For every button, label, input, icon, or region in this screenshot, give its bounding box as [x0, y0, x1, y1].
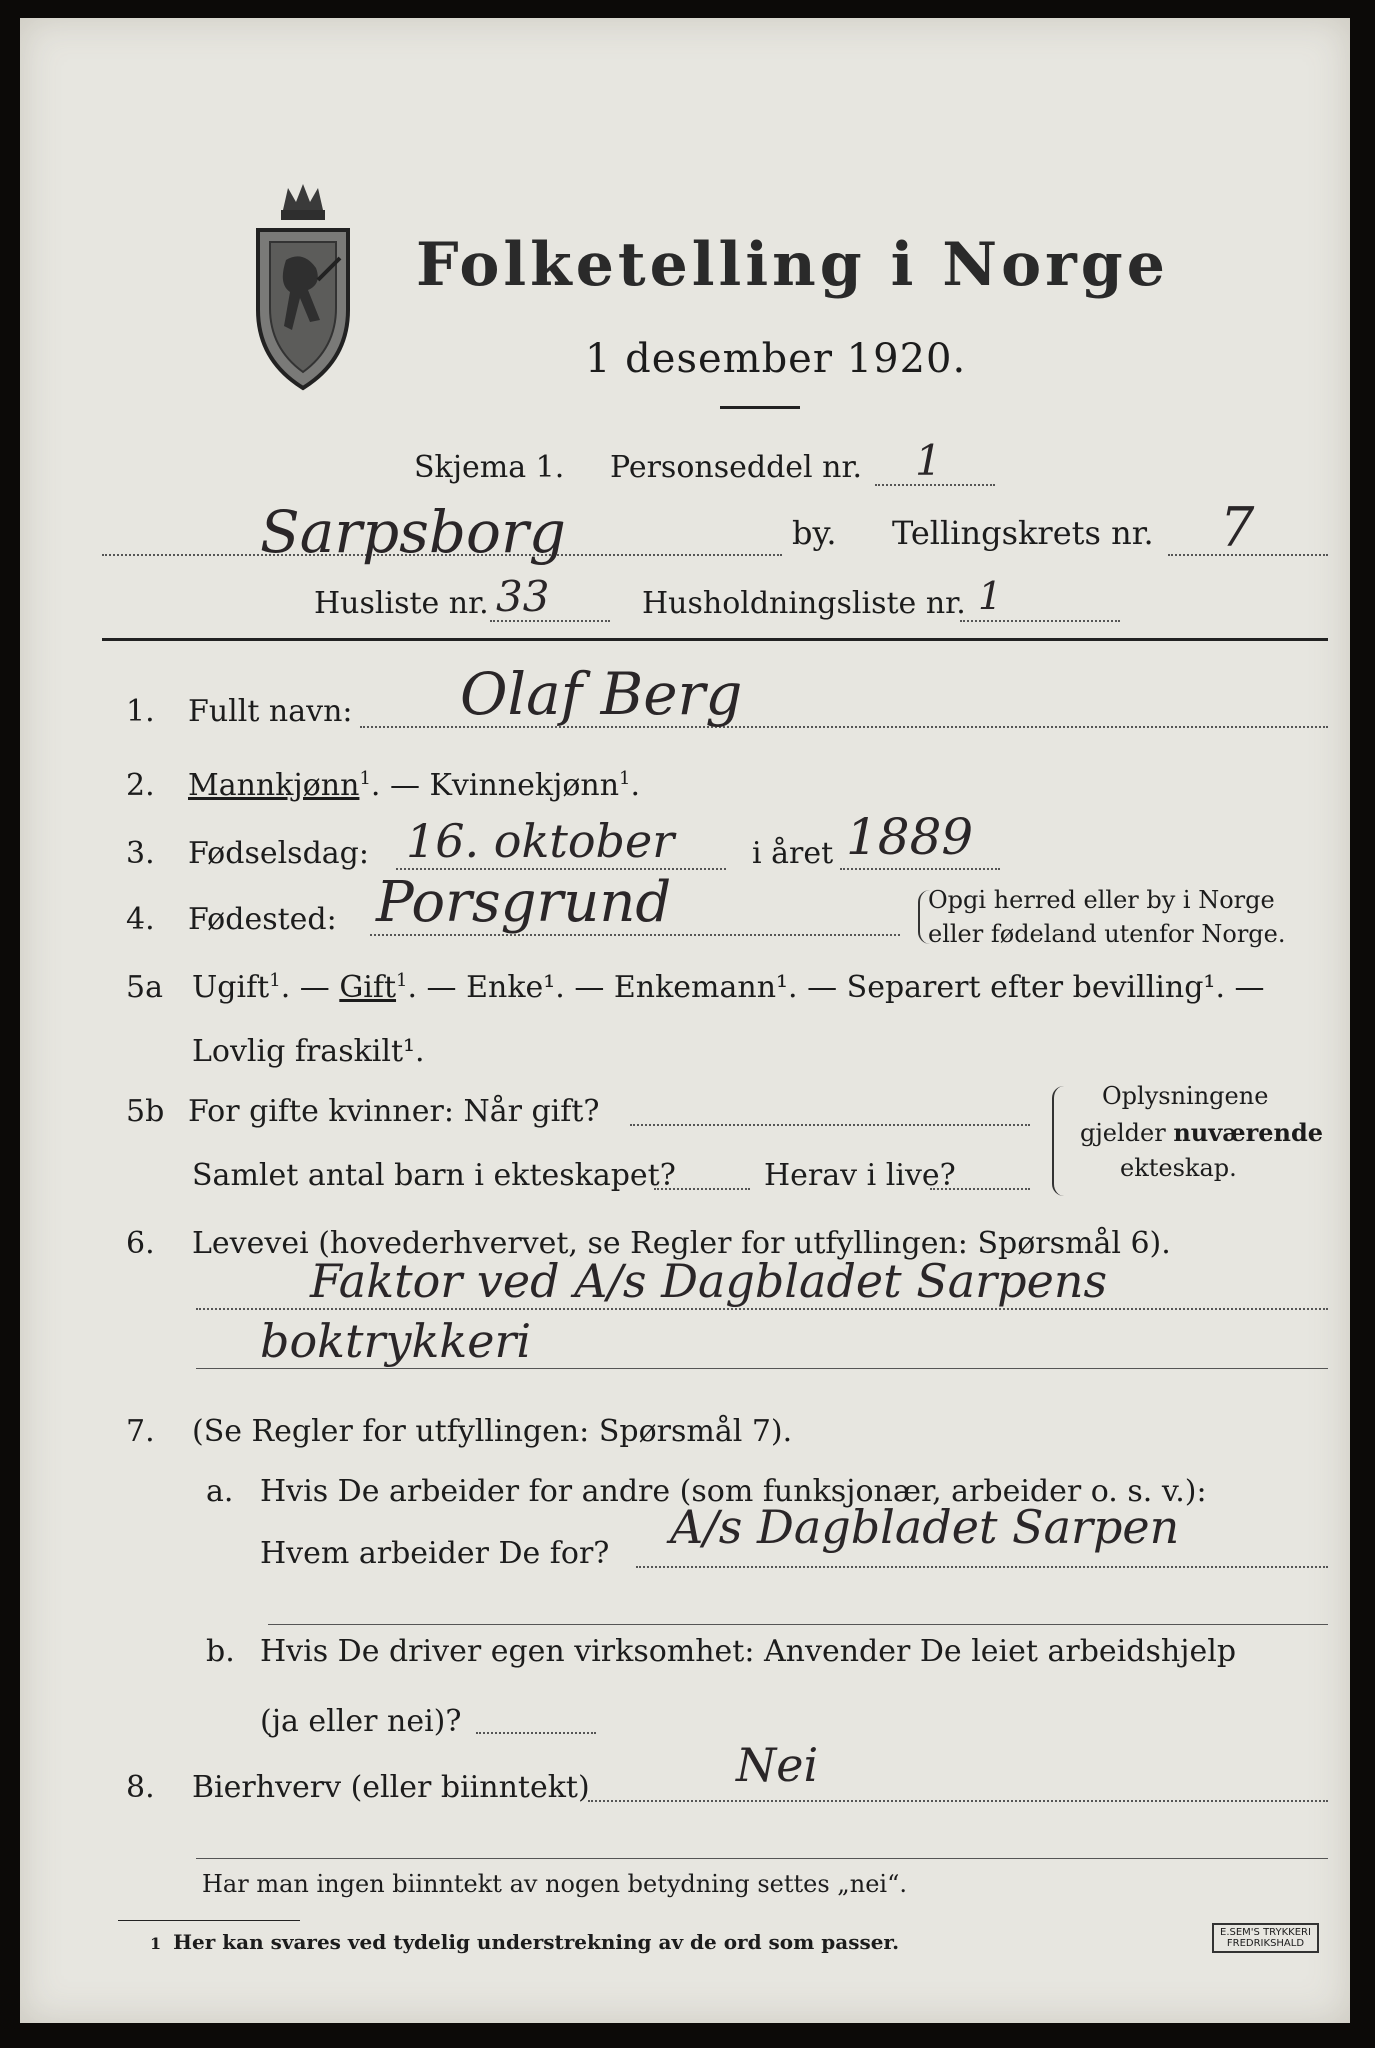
q7a-label-1: Hvis De arbeider for andre (som funksjonær, arbeider o. s. v.): [260, 1474, 1207, 1509]
husliste-label: Husliste nr. [314, 586, 489, 621]
q5b-label-3: Herav i live? [764, 1158, 956, 1193]
q7b-letter: b. [206, 1634, 235, 1669]
tellingskrets-value: 7 [1220, 496, 1255, 559]
q5a-number: 5a [126, 970, 163, 1005]
q7b-label-1: Hvis De driver egen virksomhet: Anvender De leiet arbeidshjelp [260, 1634, 1237, 1669]
q6-number: 6. [126, 1226, 155, 1261]
title-rule [720, 406, 800, 409]
q5b-number: 5b [126, 1094, 165, 1129]
birthplace-note-1: Opgi herred eller by i Norge [928, 886, 1275, 914]
birthplace-note-2: eller fødeland utenfor Norge. [928, 920, 1286, 948]
husliste-value: 33 [496, 572, 550, 621]
footnote: 1 Her kan svares ved tydelig understrekning av de ord som passer. [150, 1930, 900, 1954]
occupation-value-1: Faktor ved A/s Dagbladet Sarpens [310, 1254, 1108, 1308]
full-name-value: Olaf Berg [460, 660, 743, 728]
q7a-letter: a. [206, 1474, 234, 1509]
q2-text: Mannkjønn$^1$. — Kvinnekjønn$^1$. [188, 768, 641, 803]
husholdningsliste-label: Husholdningsliste nr. [642, 586, 966, 621]
side-income-value: Nei [736, 1738, 819, 1792]
husholdningsliste-value: 1 [978, 574, 1003, 618]
q7b-label-2: (ja eller nei)? [260, 1704, 462, 1739]
q4-label: Fødested: [188, 902, 337, 937]
occupation-value-2: boktrykkeri [260, 1314, 532, 1368]
birthday-value: 16. oktober [406, 814, 675, 868]
city-value: Sarpsborg [260, 498, 566, 566]
q7-number: 7. [126, 1414, 155, 1449]
birth-year-value: 1889 [846, 808, 974, 866]
q3-number: 3. [126, 836, 155, 871]
q3-label: Fødselsdag: [188, 836, 369, 871]
q5a-line2: Lovlig fraskilt¹. [192, 1034, 425, 1069]
q5b-note-2: gjelder nuværende [1080, 1118, 1324, 1147]
q5b-note-3: ekteskap. [1120, 1154, 1237, 1182]
birthplace-value: Porsgrund [376, 870, 672, 935]
q8-label: Bierhverv (eller biinntekt) [192, 1770, 590, 1805]
q2-number: 2. [126, 768, 155, 803]
personseddel-label: Personseddel nr. [610, 450, 863, 485]
q7a-label-2: Hvem arbeider De for? [260, 1536, 610, 1571]
q5b-label-2: Samlet antal barn i ekteskapet? [192, 1158, 676, 1193]
q5b-note-1: Oplysningene [1102, 1082, 1269, 1110]
year-label: i året [752, 836, 834, 871]
tellingskrets-label: Tellingskrets nr. [892, 514, 1154, 552]
q5b-label-1: For gifte kvinner: Når gift? [188, 1094, 600, 1129]
q8-number: 8. [126, 1770, 155, 1805]
by-label: by. [792, 514, 837, 552]
printer-stamp: E.SEM'S TRYKKERI FREDRIKSHALD [1212, 1923, 1319, 1953]
married-option: Gift [339, 970, 397, 1005]
q1-label: Fullt navn: [188, 694, 353, 729]
q6-label: Levevei (hovederhvervet, se Regler for utfyllingen: Spørsmål 6). [192, 1226, 1171, 1261]
personseddel-value: 1 [915, 436, 942, 485]
coat-of-arms-icon [248, 180, 358, 399]
census-date: 1 desember 1920. [585, 336, 967, 382]
q1-number: 1. [126, 694, 155, 729]
employer-value: A/s Dagbladet Sarpen [670, 1500, 1180, 1554]
biinntekt-note: Har man ingen biinntekt av nogen betydning settes „nei“. [202, 1870, 907, 1898]
q5a-text: Ugift$^1$. — Gift$^1$. — Enke¹. — Enkemann¹. — Separert efter bevilling¹. — [192, 970, 1265, 1005]
form-title: Folketelling i Norge [416, 230, 1169, 300]
census-form [20, 18, 1350, 2023]
q4-number: 4. [126, 902, 155, 937]
skjema-label: Skjema 1. [414, 450, 565, 485]
header-rule [102, 638, 1328, 641]
male-option: Mannkjønn [188, 768, 360, 803]
q7-label: (Se Regler for utfyllingen: Spørsmål 7). [192, 1414, 793, 1449]
